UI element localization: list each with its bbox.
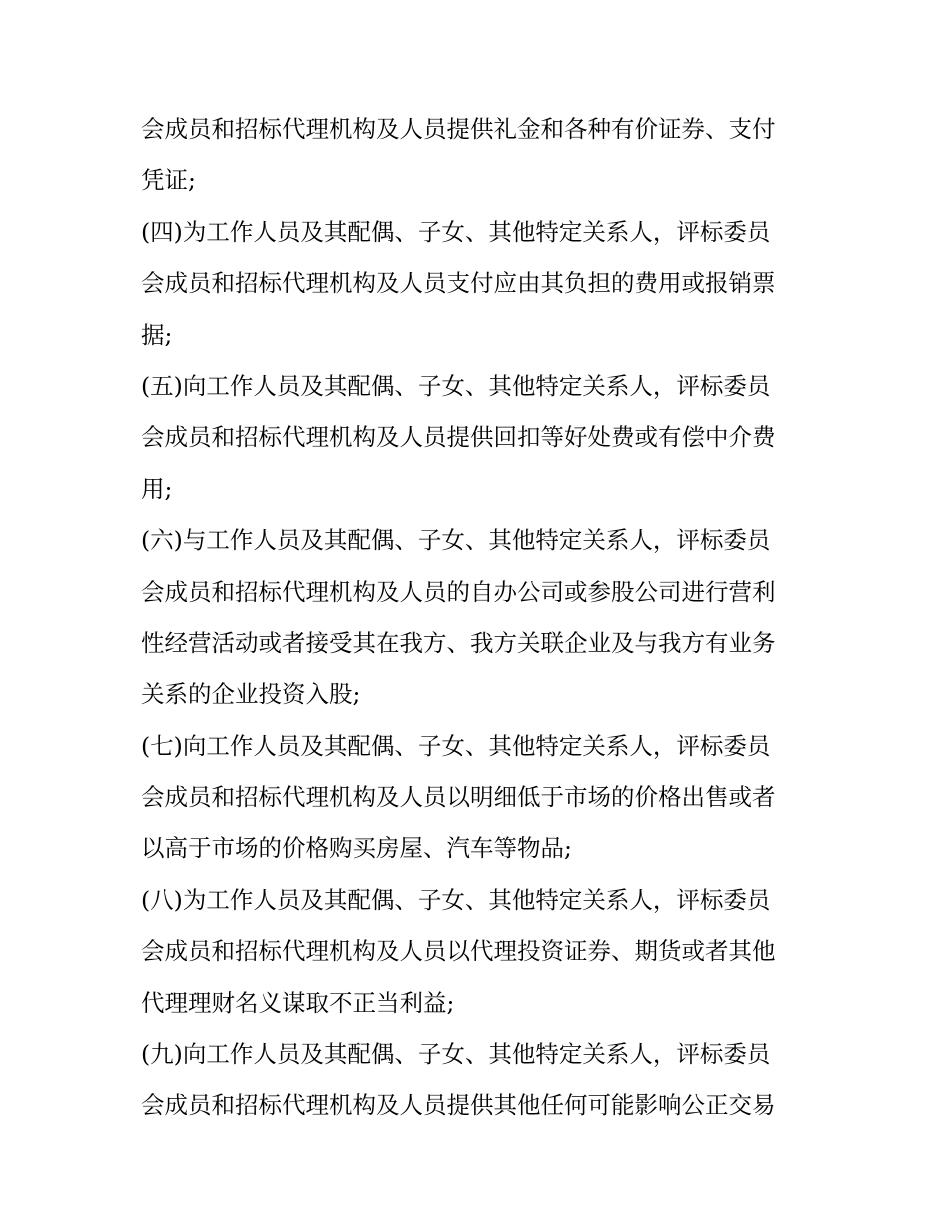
text-line: 代理理财名义谋取不正当利益; bbox=[141, 988, 455, 1017]
text-line: (七)向工作人员及其配偶、子女、其他特定关系人，评标委员 bbox=[141, 731, 771, 760]
text-line: 会成员和招标代理机构及人员的自办公司或参股公司进行营利 bbox=[141, 577, 776, 606]
text-line: 会成员和招标代理机构及人员以代理投资证券、期货或者其他 bbox=[141, 937, 776, 966]
clause-8 bbox=[141, 875, 813, 1029]
text-line: 凭证; bbox=[141, 166, 196, 195]
text-line: 性经营活动或者接受其在我方、我方关联企业及与我方有业务 bbox=[141, 628, 776, 657]
text-line: 会成员和招标代理机构及人员支付应由其负担的费用或报销票 bbox=[141, 269, 776, 298]
text-line: 关系的企业投资入股; bbox=[141, 680, 361, 709]
clause-7 bbox=[141, 721, 813, 875]
text-line: (八)为工作人员及其配偶、子女、其他特定关系人，评标委员 bbox=[141, 885, 771, 914]
text-line: 以高于市场的价格购买房屋、汽车等物品; bbox=[141, 834, 572, 863]
text-line: 会成员和招标代理机构及人员提供回扣等好处费或有偿中介费 bbox=[141, 423, 776, 452]
text-line: (五)向工作人员及其配偶、子女、其他特定关系人，评标委员 bbox=[141, 371, 771, 400]
text-line: 会成员和招标代理机构及人员提供礼金和各种有价证券、支付 bbox=[141, 115, 776, 143]
clause-continuation bbox=[141, 104, 813, 207]
clause-4 bbox=[141, 207, 813, 361]
text-line: (四)为工作人员及其配偶、子女、其他特定关系人，评标委员 bbox=[141, 217, 771, 246]
document-body bbox=[141, 104, 813, 1132]
text-line: 会成员和招标代理机构及人员提供其他任何可能影响公正交易 bbox=[141, 1091, 776, 1120]
text-line: (九)向工作人员及其配偶、子女、其他特定关系人，评标委员 bbox=[141, 1040, 771, 1069]
clause-5 bbox=[141, 361, 813, 515]
clause-6 bbox=[141, 515, 813, 721]
text-line: 用; bbox=[141, 474, 173, 503]
text-line: (六)与工作人员及其配偶、子女、其他特定关系人，评标委员 bbox=[141, 526, 771, 555]
text-line: 据; bbox=[141, 320, 173, 349]
text-line: 会成员和招标代理机构及人员以明细低于市场的价格出售或者 bbox=[141, 783, 776, 812]
clause-9 bbox=[141, 1029, 813, 1132]
